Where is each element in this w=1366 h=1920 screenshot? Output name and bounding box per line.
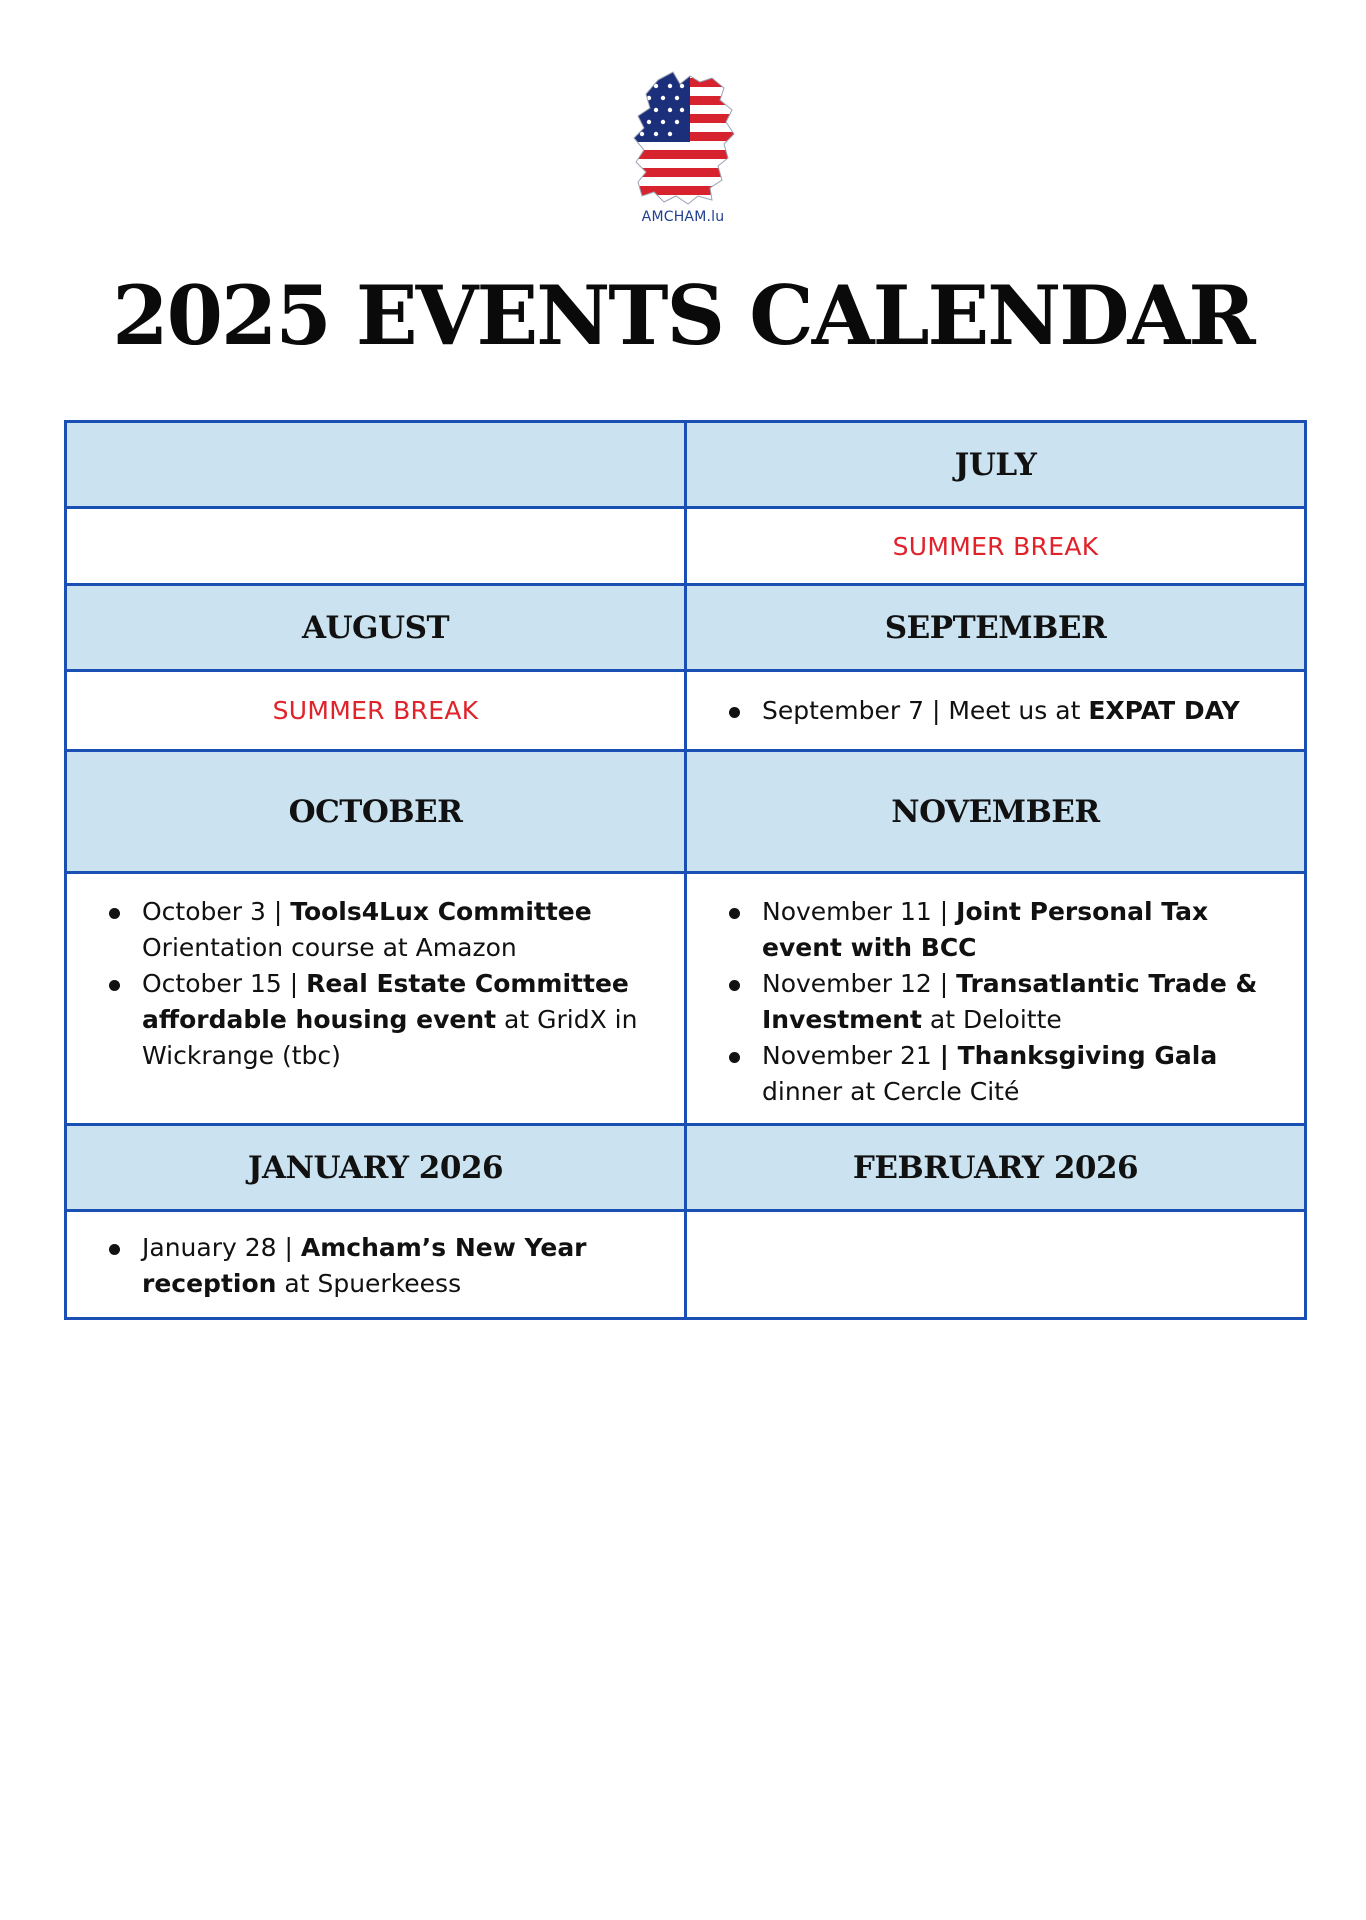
cell-empty [66, 508, 686, 585]
list-item: January 28 | Amcham’s New Year reception at Spuerkeess [142, 1230, 664, 1302]
month-header-january-2026: JANUARY 2026 [66, 1125, 686, 1211]
month-header-empty [66, 422, 686, 508]
body-row-1 [66, 508, 1306, 585]
list-item: November 21 | Thanksgiving Gala dinner at Cercle Cité [762, 1038, 1284, 1110]
month-header-november: NOVEMBER [686, 751, 1306, 873]
amcham-logo [620, 70, 746, 235]
list-item: October 3 | Tools4Lux Committee Orientation course at Amazon [142, 894, 664, 966]
summer-break-july: SUMMER BREAK [892, 531, 1099, 561]
october-event-list [67, 894, 684, 1074]
header-row-4 [66, 1125, 1306, 1211]
body-row-2 [66, 671, 1306, 751]
month-header-february-2026: FEBRUARY 2026 [686, 1125, 1306, 1211]
list-item: October 15 | Real Estate Committee affordable housing event at GridX in Wickrange (tbc) [142, 966, 664, 1074]
cell-january-2026 [66, 1211, 686, 1319]
cell-october [66, 873, 686, 1125]
cell-september [686, 671, 1306, 751]
page-title: 2025 EVENTS CALENDAR [112, 269, 1254, 364]
january-event-list [67, 1230, 684, 1302]
month-header-october: OCTOBER [66, 751, 686, 873]
lion-flag-logo-icon [628, 70, 738, 206]
month-header-august: AUGUST [66, 585, 686, 671]
september-event-list [687, 693, 1304, 729]
events-calendar-table [64, 420, 1307, 1320]
summer-break-august: SUMMER BREAK [272, 696, 479, 725]
body-row-4 [66, 1211, 1306, 1319]
list-item: November 12 | Transatlantic Trade & Investment at Deloitte [762, 966, 1284, 1038]
header-row-3 [66, 751, 1306, 873]
cell-february-2026 [686, 1211, 1306, 1319]
logo-text: AMCHAM.lu [641, 209, 725, 225]
list-item: September 7 | Meet us at EXPAT DAY [762, 693, 1284, 729]
month-header-september: SEPTEMBER [686, 585, 1306, 671]
cell-november [686, 873, 1306, 1125]
cell-august [66, 671, 686, 751]
month-header-july: JULY [686, 422, 1306, 508]
cell-july [686, 508, 1306, 585]
november-event-list [687, 894, 1304, 1110]
header-row-2 [66, 585, 1306, 671]
list-item: November 11 | Joint Personal Tax event with BCC [762, 894, 1284, 966]
header-row-1 [66, 422, 1306, 508]
body-row-3 [66, 873, 1306, 1125]
